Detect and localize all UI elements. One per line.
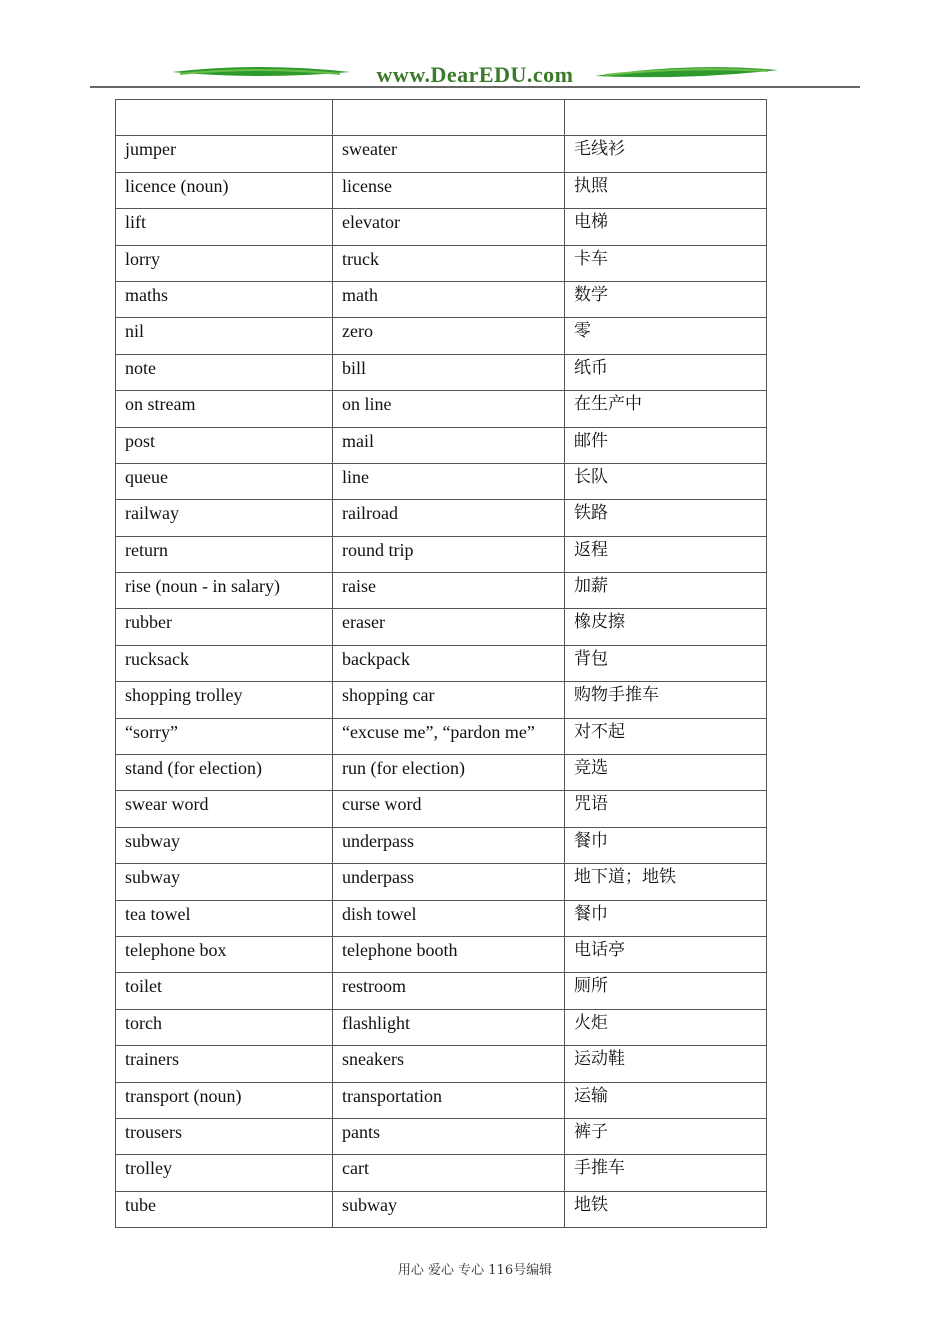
table-row	[116, 900, 767, 936]
table-row	[116, 391, 767, 427]
chinese-meaning-cell: 卡车	[565, 245, 767, 281]
table-row	[116, 682, 767, 718]
british-term-cell: note	[116, 354, 333, 390]
chinese-meaning-cell: 执照	[565, 172, 767, 208]
american-term-cell: “excuse me”, “pardon me”	[333, 718, 565, 754]
american-term-cell: underpass	[333, 864, 565, 900]
american-term-cell: zero	[333, 318, 565, 354]
british-term-cell: post	[116, 427, 333, 463]
british-term-cell: toilet	[116, 973, 333, 1009]
british-term-cell: swear word	[116, 791, 333, 827]
table-row	[116, 1191, 767, 1227]
chinese-meaning-cell: 邮件	[565, 427, 767, 463]
chinese-meaning-cell: 餐巾	[565, 827, 767, 863]
table-row	[116, 1046, 767, 1082]
chinese-meaning-cell: 餐巾	[565, 900, 767, 936]
table-cell	[116, 100, 333, 136]
chinese-meaning-cell: 购物手推车	[565, 682, 767, 718]
table-row	[116, 791, 767, 827]
american-term-cell: pants	[333, 1118, 565, 1154]
table-row	[116, 864, 767, 900]
british-term-cell: subway	[116, 827, 333, 863]
table-row	[116, 1118, 767, 1154]
table-row	[116, 1009, 767, 1045]
british-term-cell: torch	[116, 1009, 333, 1045]
british-term-cell: queue	[116, 463, 333, 499]
table-row	[116, 536, 767, 572]
chinese-meaning-cell: 在生产中	[565, 391, 767, 427]
american-term-cell: restroom	[333, 973, 565, 1009]
table-row	[116, 718, 767, 754]
table-row	[116, 1155, 767, 1191]
chinese-meaning-cell: 裤子	[565, 1118, 767, 1154]
british-term-cell: rucksack	[116, 645, 333, 681]
british-term-cell: rubber	[116, 609, 333, 645]
chinese-meaning-cell: 运输	[565, 1082, 767, 1118]
table-row	[116, 609, 767, 645]
american-term-cell: transportation	[333, 1082, 565, 1118]
table-row	[116, 827, 767, 863]
table-row	[116, 755, 767, 791]
table-row	[116, 172, 767, 208]
british-term-cell: trousers	[116, 1118, 333, 1154]
chinese-meaning-cell: 铁路	[565, 500, 767, 536]
british-term-cell: licence (noun)	[116, 172, 333, 208]
british-term-cell: lift	[116, 209, 333, 245]
british-term-cell: transport (noun)	[116, 1082, 333, 1118]
american-term-cell: raise	[333, 573, 565, 609]
british-term-cell: shopping trolley	[116, 682, 333, 718]
table-row	[116, 245, 767, 281]
american-term-cell: railroad	[333, 500, 565, 536]
table-row	[116, 936, 767, 972]
british-term-cell: trainers	[116, 1046, 333, 1082]
british-term-cell: maths	[116, 281, 333, 317]
table-row	[116, 427, 767, 463]
british-term-cell: return	[116, 536, 333, 572]
page-header	[0, 0, 950, 100]
chinese-meaning-cell: 零	[565, 318, 767, 354]
site-logo-text: www.DearEDU.com	[376, 62, 574, 87]
american-term-cell: cart	[333, 1155, 565, 1191]
american-term-cell: backpack	[333, 645, 565, 681]
chinese-meaning-cell: 电梯	[565, 209, 767, 245]
table-row	[116, 973, 767, 1009]
table-row	[116, 463, 767, 499]
american-term-cell: mail	[333, 427, 565, 463]
british-term-cell: “sorry”	[116, 718, 333, 754]
chinese-meaning-cell: 咒语	[565, 791, 767, 827]
chinese-meaning-cell: 纸币	[565, 354, 767, 390]
american-term-cell: eraser	[333, 609, 565, 645]
chinese-meaning-cell: 厕所	[565, 973, 767, 1009]
american-term-cell: elevator	[333, 209, 565, 245]
chinese-meaning-cell: 火炬	[565, 1009, 767, 1045]
american-term-cell: line	[333, 463, 565, 499]
american-term-cell: bill	[333, 354, 565, 390]
american-term-cell: on line	[333, 391, 565, 427]
table-row	[116, 500, 767, 536]
table-row	[116, 573, 767, 609]
american-term-cell: telephone booth	[333, 936, 565, 972]
table-cell	[565, 100, 767, 136]
american-term-cell: round trip	[333, 536, 565, 572]
chinese-meaning-cell: 数学	[565, 281, 767, 317]
table-row	[116, 1082, 767, 1118]
table-cell	[333, 100, 565, 136]
british-term-cell: tube	[116, 1191, 333, 1227]
british-term-cell: tea towel	[116, 900, 333, 936]
table-row	[116, 136, 767, 172]
chinese-meaning-cell: 背包	[565, 645, 767, 681]
chinese-meaning-cell: 地铁	[565, 1191, 767, 1227]
table-row	[116, 318, 767, 354]
british-term-cell: nil	[116, 318, 333, 354]
table-header-row	[116, 100, 767, 136]
american-term-cell: math	[333, 281, 565, 317]
table-row	[116, 281, 767, 317]
american-term-cell: curse word	[333, 791, 565, 827]
chinese-meaning-cell: 橡皮擦	[565, 609, 767, 645]
british-term-cell: stand (for election)	[116, 755, 333, 791]
british-term-cell: subway	[116, 864, 333, 900]
chinese-meaning-cell: 手推车	[565, 1155, 767, 1191]
chinese-meaning-cell: 电话亭	[565, 936, 767, 972]
american-term-cell: sneakers	[333, 1046, 565, 1082]
british-term-cell: railway	[116, 500, 333, 536]
chinese-meaning-cell: 毛线衫	[565, 136, 767, 172]
american-term-cell: run (for election)	[333, 755, 565, 791]
american-term-cell: subway	[333, 1191, 565, 1227]
chinese-meaning-cell: 地下道；地铁	[565, 864, 767, 900]
chinese-meaning-cell: 长队	[565, 463, 767, 499]
chinese-meaning-cell: 运动鞋	[565, 1046, 767, 1082]
american-term-cell: flashlight	[333, 1009, 565, 1045]
table-row	[116, 209, 767, 245]
american-term-cell: sweater	[333, 136, 565, 172]
british-term-cell: on stream	[116, 391, 333, 427]
table-row	[116, 354, 767, 390]
british-term-cell: rise (noun - in salary)	[116, 573, 333, 609]
british-term-cell: jumper	[116, 136, 333, 172]
vocabulary-table	[115, 99, 767, 1228]
chinese-meaning-cell: 加薪	[565, 573, 767, 609]
british-term-cell: trolley	[116, 1155, 333, 1191]
chinese-meaning-cell: 对不起	[565, 718, 767, 754]
american-term-cell: shopping car	[333, 682, 565, 718]
british-term-cell: lorry	[116, 245, 333, 281]
page-footer: 用心 爱心 专心 116号编辑	[397, 1263, 553, 1278]
british-term-cell: telephone box	[116, 936, 333, 972]
american-term-cell: dish towel	[333, 900, 565, 936]
american-term-cell: truck	[333, 245, 565, 281]
american-term-cell: license	[333, 172, 565, 208]
american-term-cell: underpass	[333, 827, 565, 863]
chinese-meaning-cell: 返程	[565, 536, 767, 572]
chinese-meaning-cell: 竞选	[565, 755, 767, 791]
table-row	[116, 645, 767, 681]
